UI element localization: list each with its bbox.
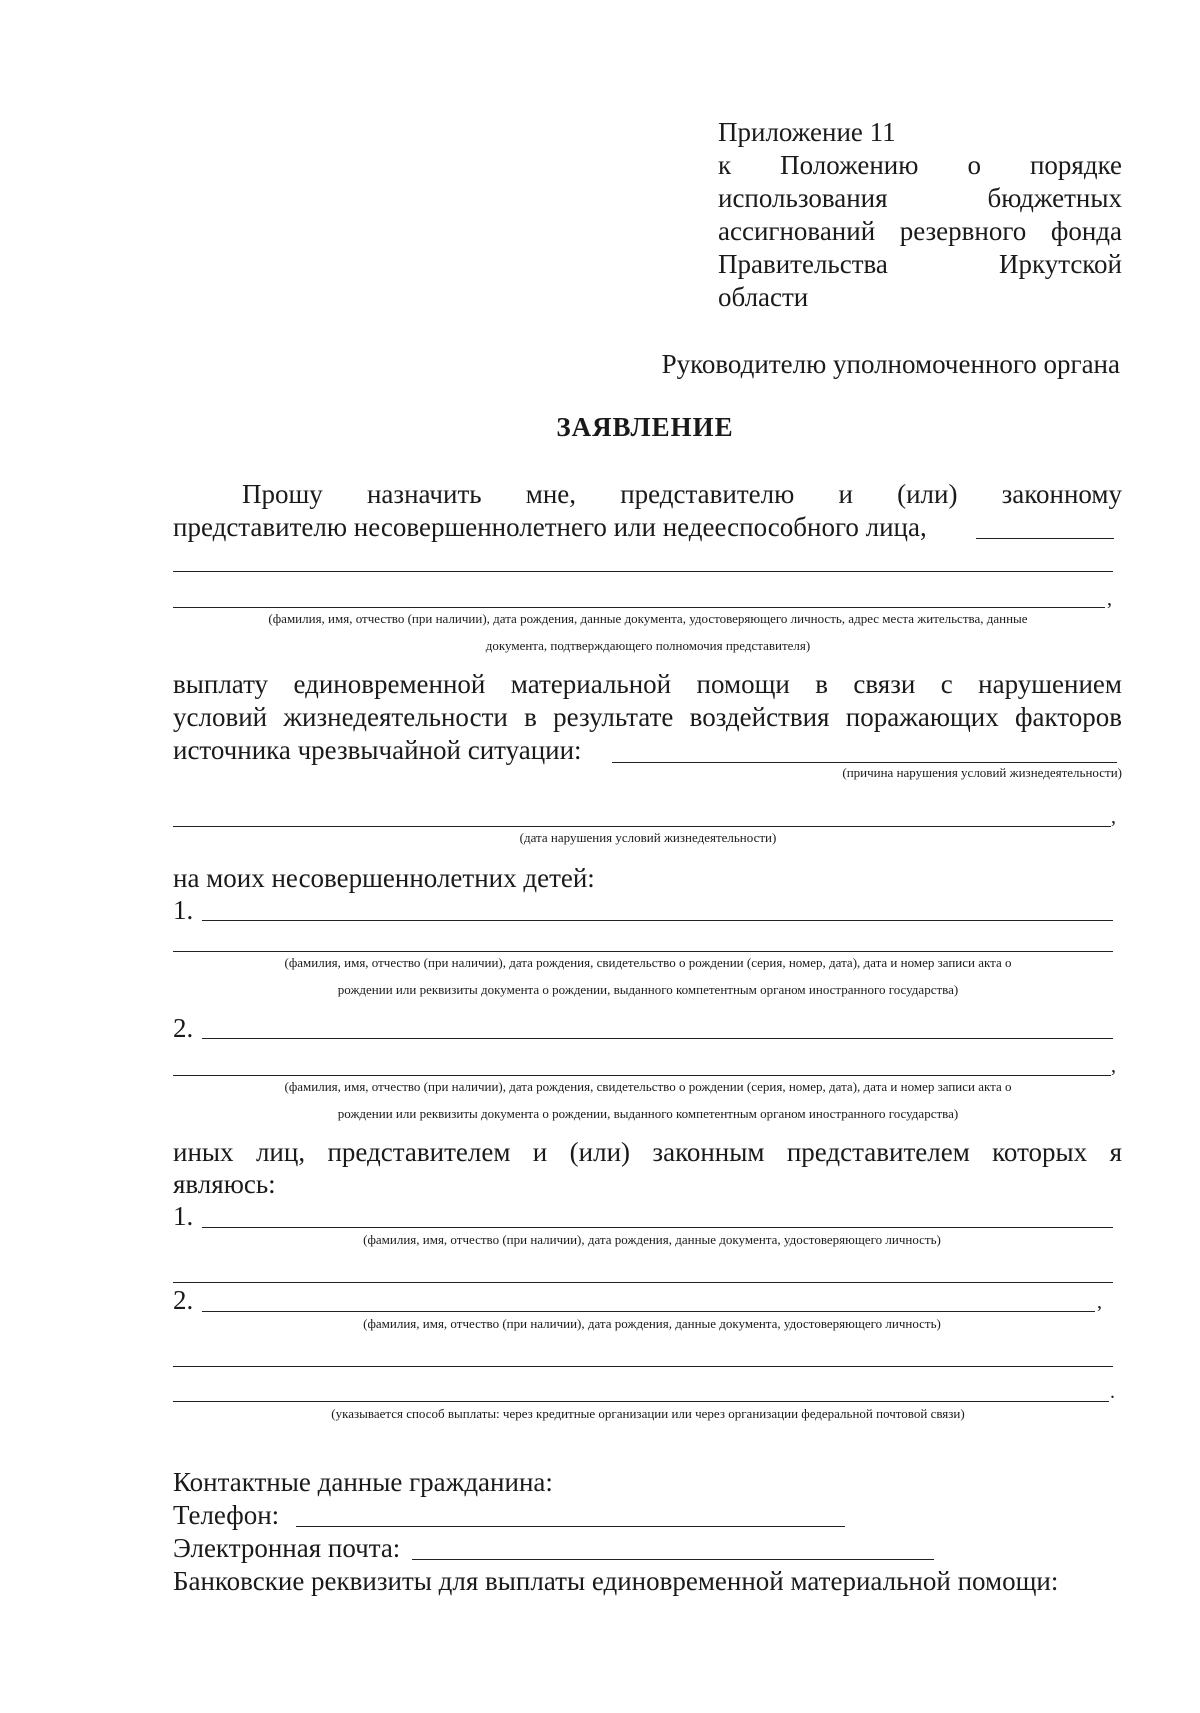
bank-details-label: Банковские реквизиты для выплаты единовременной материальной помощи: (173, 1566, 1059, 1596)
comma-mark: , (1111, 806, 1116, 828)
annex-line-5: области (718, 282, 809, 312)
period-mark: . (1110, 1381, 1115, 1403)
intro-fill-line-c[interactable] (173, 607, 1105, 608)
email-label: Электронная почта: (173, 1533, 401, 1563)
annex-line-4: Правительства Иркутской (718, 249, 1122, 279)
date-fill-line[interactable] (173, 826, 1111, 827)
child-1-caption-1: (фамилия, имя, отчество (при наличии), дата рождения, свидетельство о рождении (серия, номер, дата), дата и номер записи акта о (284, 955, 1012, 970)
comma-mark: , (1107, 588, 1112, 610)
phone-field[interactable] (296, 1526, 845, 1527)
other-2-number: 2. (173, 1285, 194, 1315)
child-2-fill-line-b[interactable] (173, 1075, 1111, 1076)
child-2-caption-1: (фамилия, имя, отчество (при наличии), дата рождения, свидетельство о рождении (серия, номер, дата), дата и номер записи акта о (284, 1079, 1012, 1094)
method-caption: (указывается способ выплаты: через кредитные организации или через организации федеральной почтовой связи) (331, 1406, 965, 1421)
date-caption: (дата нарушения условий жизнедеятельности) (519, 830, 777, 845)
payment-line-3: источника чрезвычайной ситуации: (173, 735, 582, 765)
method-fill-line-a[interactable] (173, 1366, 1113, 1367)
intro-line-1: Прошу назначить мне, представителю и (или) законному (242, 479, 1122, 509)
child-1-caption-2: рождении или реквизиты документа о рождении, выданного компетентным органом иностранного государства) (337, 982, 959, 997)
payment-line-1: выплату единовременной материальной помощи в связи с нарушением (173, 669, 1122, 699)
intro-fill-line-a[interactable] (976, 538, 1114, 539)
email-field[interactable] (412, 1559, 934, 1560)
other-1-caption: (фамилия, имя, отчество (при наличии), дата рождения, данные документа, удостоверяющего личность) (363, 1232, 941, 1247)
annex-line-3: ассигнований резервного фонда (718, 216, 1122, 246)
child-2-fill-line-a[interactable] (202, 1038, 1113, 1039)
child-2-number: 2. (173, 1013, 194, 1043)
intro-caption-2: документа, подтверждающего полномочия представителя) (485, 638, 811, 653)
other-2-caption: (фамилия, имя, отчество (при наличии), дата рождения, данные документа, удостоверяющего личность) (363, 1316, 941, 1331)
annex-line-2: использования бюджетных (718, 183, 1122, 213)
child-1-fill-line-b[interactable] (173, 951, 1113, 952)
addressee: Руководителю уполномоченного органа (661, 349, 1120, 379)
others-line-1: иных лиц, представителем и (или) законным представителем которых я (173, 1137, 1122, 1167)
child-1-fill-line-a[interactable] (202, 920, 1113, 921)
annex-title: Приложение 11 (718, 117, 896, 147)
comma-mark: , (1111, 1055, 1116, 1077)
annex-line-1: к Положению о порядке (718, 150, 1122, 180)
payment-line-2: условий жизнедеятельности в результате воздействия поражающих факторов (173, 702, 1122, 732)
children-heading: на моих несовершеннолетних детей: (173, 863, 595, 893)
intro-line-2: представителю несовершеннолетнего или недееспособного лица, (173, 512, 927, 542)
document-title: ЗАЯВЛЕНИЕ (556, 412, 734, 442)
other-1-fill-line-b[interactable] (173, 1282, 1113, 1283)
other-2-fill-line-a[interactable] (202, 1311, 1095, 1312)
other-1-number: 1. (173, 1201, 194, 1231)
contacts-heading: Контактные данные гражданина: (173, 1467, 553, 1497)
comma-mark: , (1097, 1291, 1102, 1313)
child-2-caption-2: рождении или реквизиты документа о рождении, выданного компетентным органом иностранного государства) (337, 1106, 959, 1121)
other-1-fill-line-a[interactable] (202, 1227, 1113, 1228)
phone-label: Телефон: (173, 1500, 280, 1530)
method-fill-line-b[interactable] (173, 1401, 1109, 1402)
reason-fill-line[interactable] (612, 762, 1117, 763)
child-1-number: 1. (173, 895, 194, 925)
others-line-2: являюсь: (173, 1169, 276, 1199)
intro-caption-1: (фамилия, имя, отчество (при наличии), дата рождения, данные документа, удостоверяющего личность, адрес места жительства, данные (268, 611, 1028, 626)
intro-fill-line-b[interactable] (173, 571, 1113, 572)
reason-caption: (причина нарушения условий жизнедеятельности) (842, 765, 1122, 780)
